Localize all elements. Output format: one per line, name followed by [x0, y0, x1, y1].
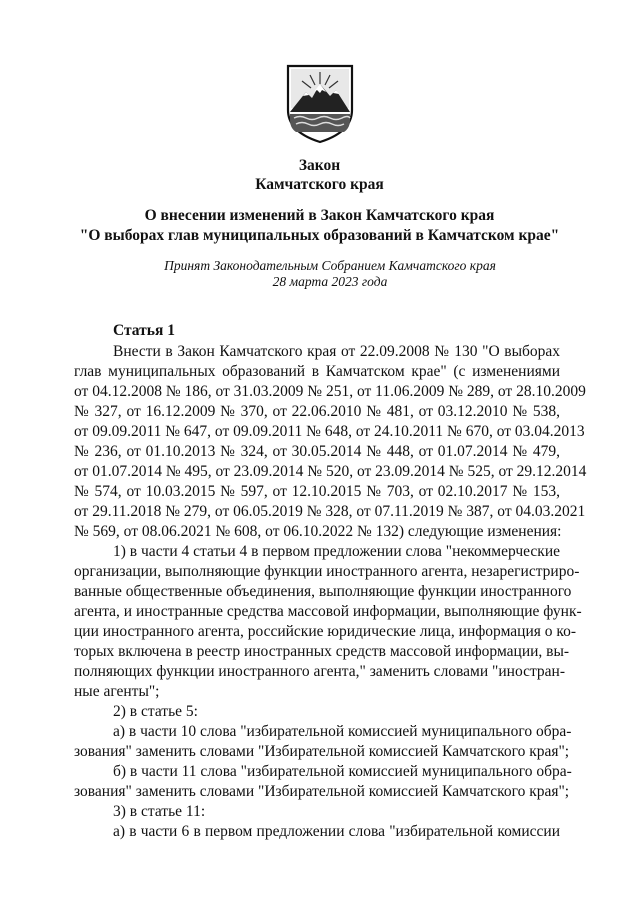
kamchatka-coat-of-arms-icon	[284, 62, 356, 144]
document-title-law: Закон	[298, 157, 341, 174]
body-line: № 569, от 08.06.2021 № 608, от 06.10.2022 № 132) следующие изменения:	[74, 523, 562, 540]
article-heading: Статья 1	[113, 322, 175, 339]
body-line: ные агенты";	[74, 683, 160, 700]
body-line: от 04.12.2008 № 186, от 31.03.2009 № 251, от 11.06.2009 № 289, от 28.10.2009	[74, 383, 586, 400]
body-line: № 327, от 16.12.2009 № 370, от 22.06.2010 № 481, от 03.12.2010 № 538,	[74, 403, 560, 420]
body-line: глав муниципальных образований в Камчатском крае" (с изменениями	[74, 363, 560, 380]
body-line: № 236, от 01.10.2013 № 324, от 30.05.2014 № 448, от 01.07.2014 № 479,	[74, 443, 560, 460]
body-line: ции иностранного агента, российские юридические лица, информация о ко-	[74, 623, 577, 640]
body-line: Внести в Закон Камчатского края от 22.09.2008 № 130 "О выборах	[113, 343, 560, 360]
document-title-region: Камчатского края	[255, 176, 384, 193]
body-line: торых включена в реестр иностранных средств массовой информации, вы-	[74, 643, 570, 660]
body-line: полняющих функции иностранного агента," заменить словами "иностран-	[74, 663, 566, 680]
body-line: зования" заменить словами "Избирательной комиссией Камчатского края";	[74, 783, 570, 800]
body-line: от 01.07.2014 № 495, от 23.09.2014 № 520, от 23.09.2014 № 525, от 29.12.2014	[74, 463, 587, 480]
document-subject-line-2: "О выборах глав муниципальных образований в Камчатском крае"	[79, 227, 560, 244]
document-subject-line-1: О внесении изменений в Закон Камчатского края	[144, 207, 495, 224]
adoption-note: Принят Законодательным Собранием Камчатского края	[164, 258, 496, 273]
body-line: зования" заменить словами "Избирательной комиссией Камчатского края";	[74, 743, 570, 760]
body-line: 2) в статье 5:	[113, 703, 198, 720]
body-line: б) в части 11 слова "избирательной комиссией муниципального обра-	[113, 763, 572, 780]
body-line: 1) в части 4 статьи 4 в первом предложении слова "некоммерческие	[113, 543, 560, 560]
body-line: а) в части 6 в первом предложении слова "избирательной комиссии	[113, 823, 560, 840]
body-line: 3) в статье 11:	[113, 803, 206, 820]
body-line: организации, выполняющие функции иностранного агента, незарегистриро-	[74, 563, 580, 580]
body-line: агента, и иностранные средства массовой информации, выполняющие функ-	[74, 603, 582, 620]
body-line: от 09.09.2011 № 647, от 09.09.2011 № 648, от 24.10.2011 № 670, от 03.04.2013	[74, 423, 585, 440]
body-line: от 29.11.2018 № 279, от 06.05.2019 № 328, от 07.11.2019 № 387, от 04.03.2021	[74, 503, 586, 520]
adoption-date: 28 марта 2023 года	[272, 274, 388, 289]
body-line: ванные общественные объединения, выполняющие функции иностранного	[74, 583, 572, 600]
body-line: № 574, от 10.03.2015 № 597, от 12.10.2015 № 703, от 02.10.2017 № 153,	[74, 483, 560, 500]
body-line: а) в части 10 слова "избирательной комиссией муниципального обра-	[113, 723, 572, 740]
